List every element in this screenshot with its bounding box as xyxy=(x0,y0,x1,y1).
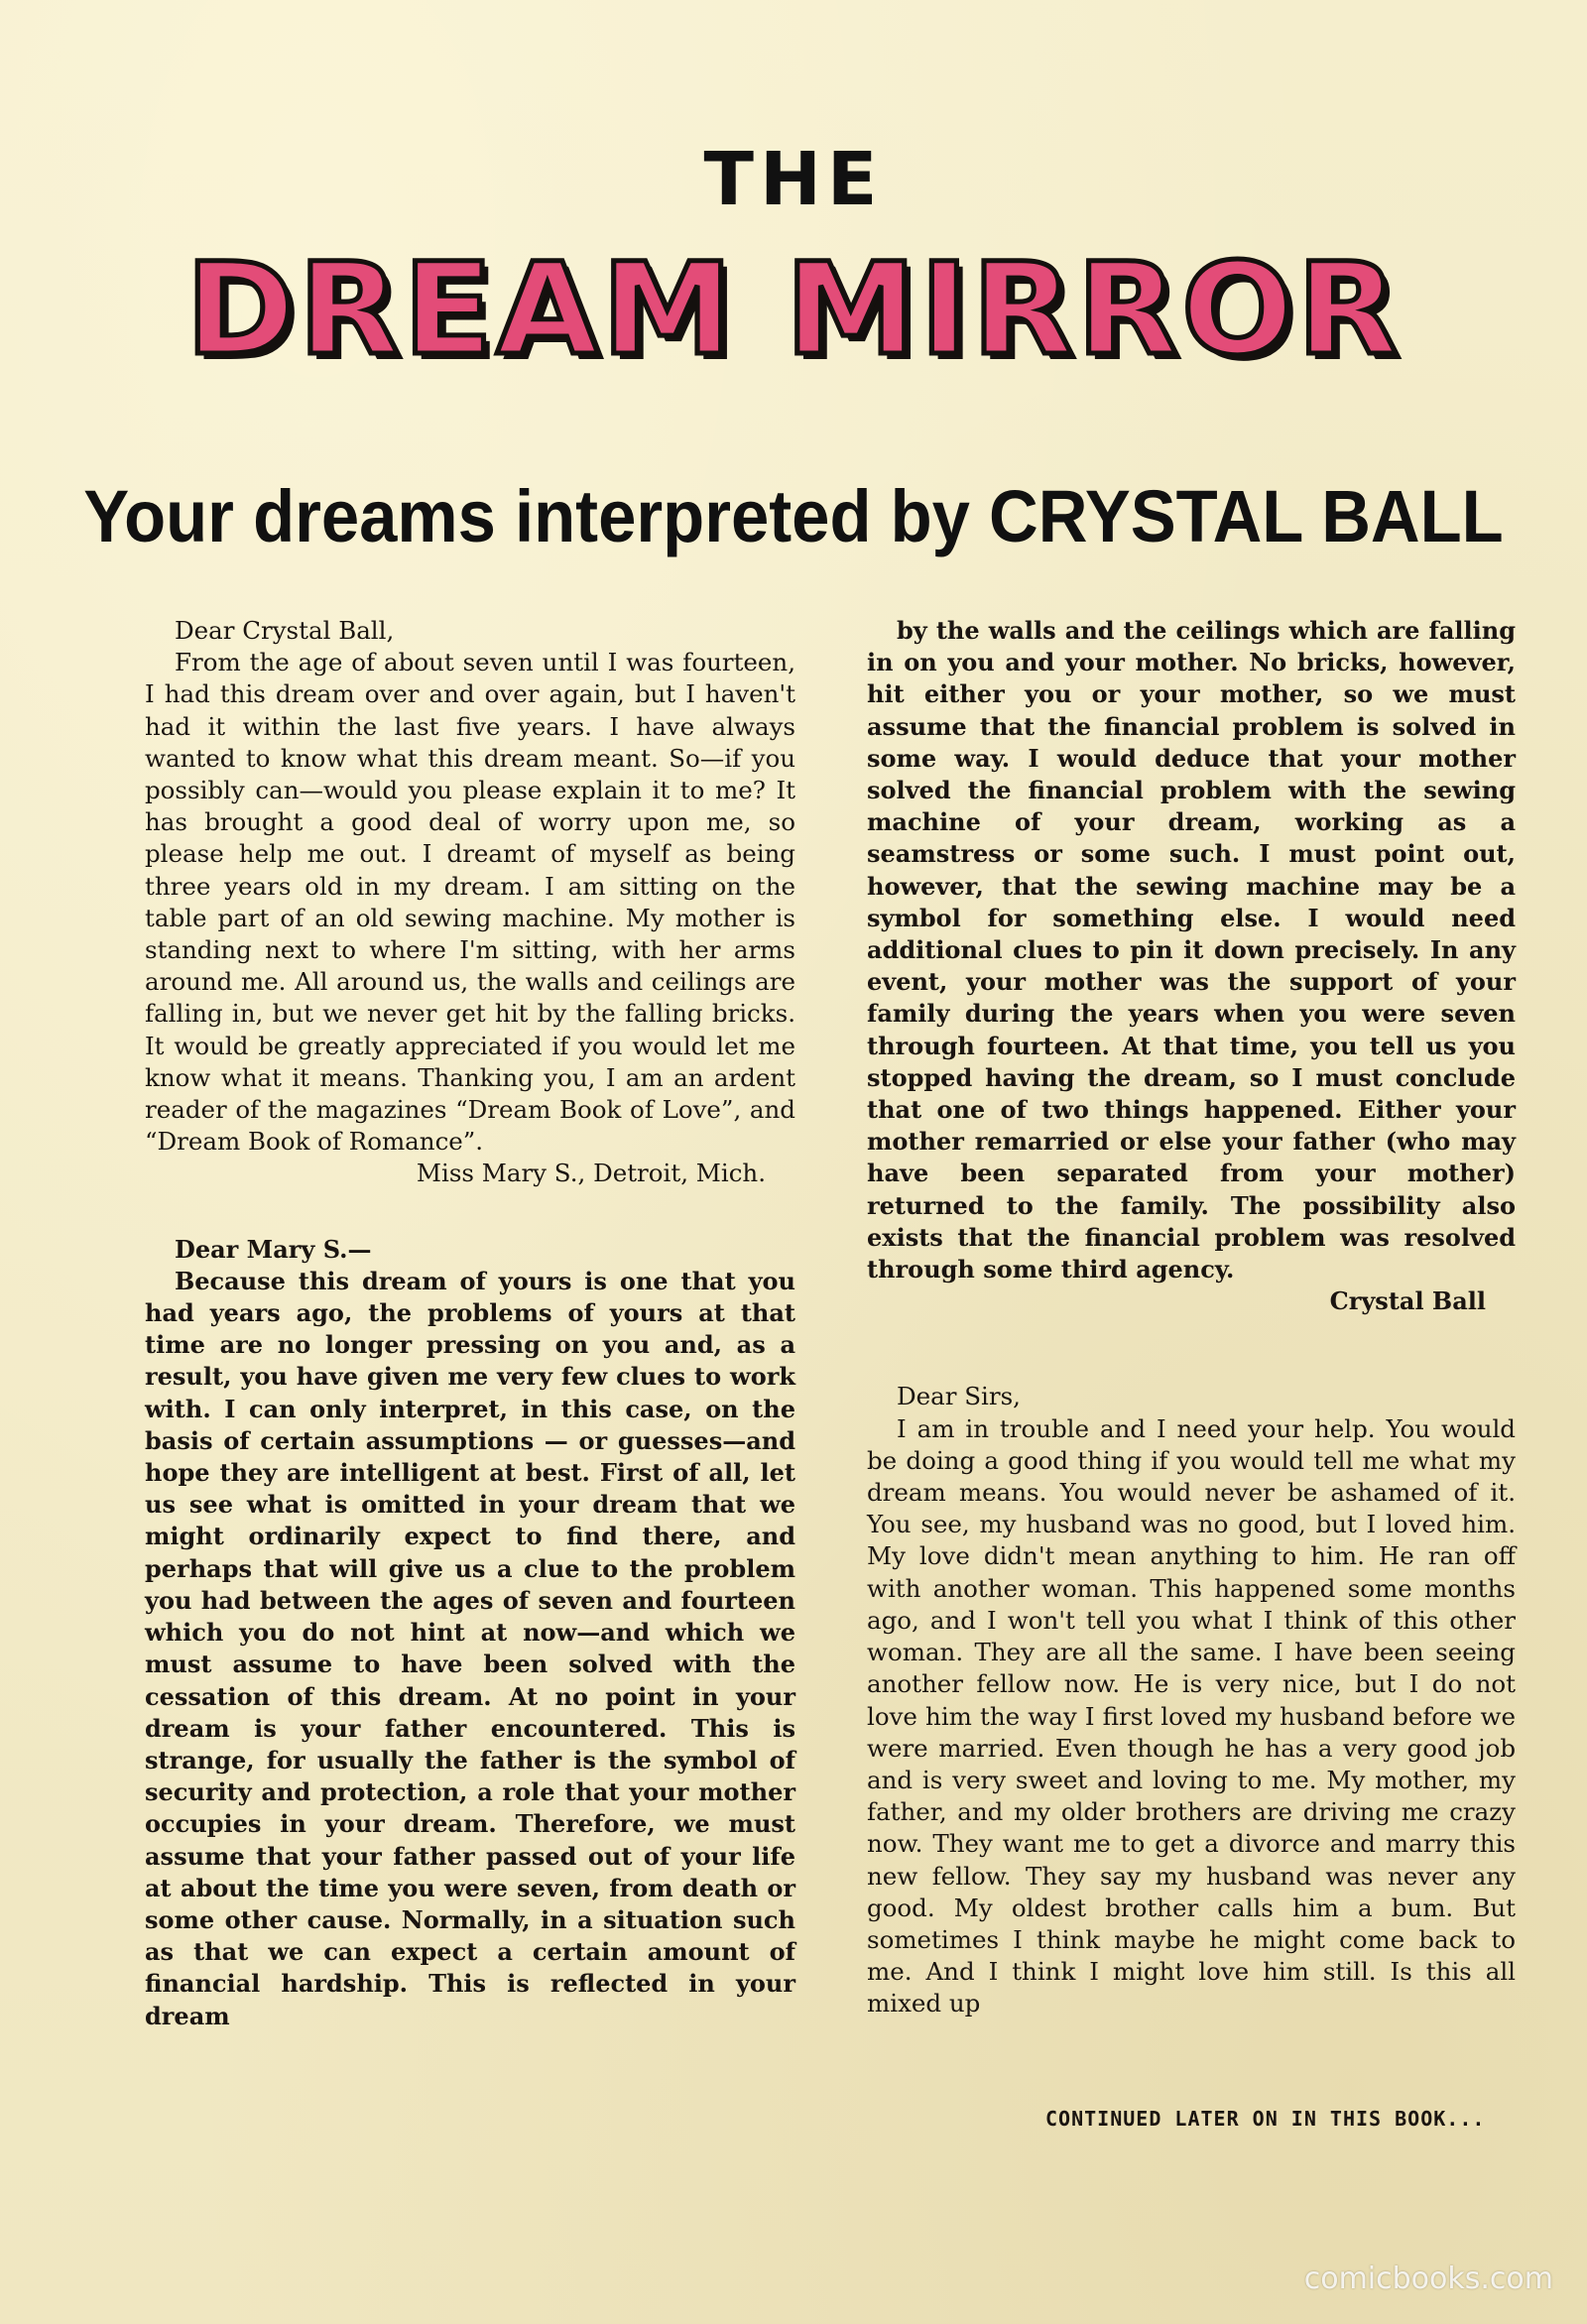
letter-salutation: Dear Crystal Ball, xyxy=(175,616,395,645)
letter-signature: Miss Mary S., Detroit, Mich. xyxy=(416,1159,766,1188)
reader-letter-2 xyxy=(867,1381,1516,2019)
letter2-body: I am in trouble and I need your help. You would be doing a good thing if you would tell me what my dream means. You would never be ashamed of it. You see, my husband was no good, but I loved him. My love didn't mean anything to him. He ran off with another woman. This happened some months ago, and I won't tell you what I think of this other woman. They are all the same. I have been seeing another fellow now. He is very nice, but I do not love him the way I first loved my husband before we were married. Even though he has a very good job and is very sweet and loving to me. My mother, my father, and my older brothers are driving me crazy now. They want me to get a divorce and marry this new fellow. They say my husband was never any good. My oldest brother calls him a bum. But sometimes I think maybe he might come back to me. And I think I might love him still. Is this all mixed up xyxy=(867,1413,1516,2018)
letter-body: From the age of about seven until I was fourteen, I had this dream over and over again, but I haven't had it within the last five years. I have always wanted to know what this dream meant. So—if you possibly can—would you please explain it to me? It has brought a good deal of worry upon me, so please help me out. I dreamt of myself as being three years old in my dream. I am sitting on the table part of an old sewing machine. My mother is standing next to where I'm sitting, with her arms around me. All around us, the walls and ceilings are falling in, but we never get hit by the falling bricks. It would be greatly appreciated if you would let me know what it means. Thanking you, I am an ardent reader of the magazines “Dream Book of Love”, and “Dream Book of Romance”. xyxy=(145,648,795,1157)
reader-letter-1 xyxy=(145,615,795,1190)
continued-note: CONTINUED LATER ON IN THIS BOOK... xyxy=(1045,2107,1486,2131)
watermark: comicbooks.com xyxy=(1303,2262,1553,2296)
crystal-ball-reply-continued xyxy=(867,615,1516,1317)
left-column xyxy=(145,615,795,2032)
title-dream-mirror: DREAM MIRROR xyxy=(185,236,1402,384)
crystal-ball-reply xyxy=(145,1234,795,2032)
reply-salutation: Dear Mary S.— xyxy=(175,1234,372,1264)
reply-body-part1: Because this dream of yours is one that you had years ago, the problems of yours at that time are no longer pressing on you and, as a result, you have given me very few clues to work with. I can only interpret, in this case, on the basis of certain assumptions — or guesses—and hope they are intelligent at best. First of all, let us see what is omitted in your dream that we might ordinarily expect to find there, and perhaps that will give us a clue to the problem you had between the ages of seven and fourteen which you do not hint at now—and which we must assume to have been solved with the cessation of this dream. At no point in your dream is your father encountered. This is strange, for usually the father is the symbol of security and protection, a role that your mother occupies in your dream. Therefore, we must assume that your father passed out of your life at about the time you were seven, from death or some other cause. Normally, in a situation such as that we can expect a certain amount of financial hardship. This is reflected in your dream xyxy=(145,1266,795,2030)
letter2-salutation: Dear Sirs, xyxy=(897,1382,1021,1411)
reply-body-part2: by the walls and the ceilings which are falling in on you and your mother. No bricks, however, hit either you or your mother, so we must assume that the financial problem is solved in some way. I would deduce that your mother solved the financial problem with the sewing machine of your dream, working as a seamstress or some such. I must point out, however, that the sewing machine may be a symbol for something else. I would need additional clues to pin it down precisely. In any event, your mother was the support of your family during the years when you were seven through fourteen. At that time, you tell us you stopped having the dream, so I must conclude that one of two things happened. Either your mother remarried or else your father (who may have been separated from your mother) returned to the family. The possibility also exists that the financial problem was resolved through some third agency. xyxy=(867,616,1516,1284)
subtitle: Your dreams interpreted by CRYSTAL BALL xyxy=(83,475,1504,557)
reply-signature: Crystal Ball xyxy=(1329,1286,1486,1316)
title-the: THE xyxy=(703,137,884,222)
right-column xyxy=(867,615,1516,2020)
